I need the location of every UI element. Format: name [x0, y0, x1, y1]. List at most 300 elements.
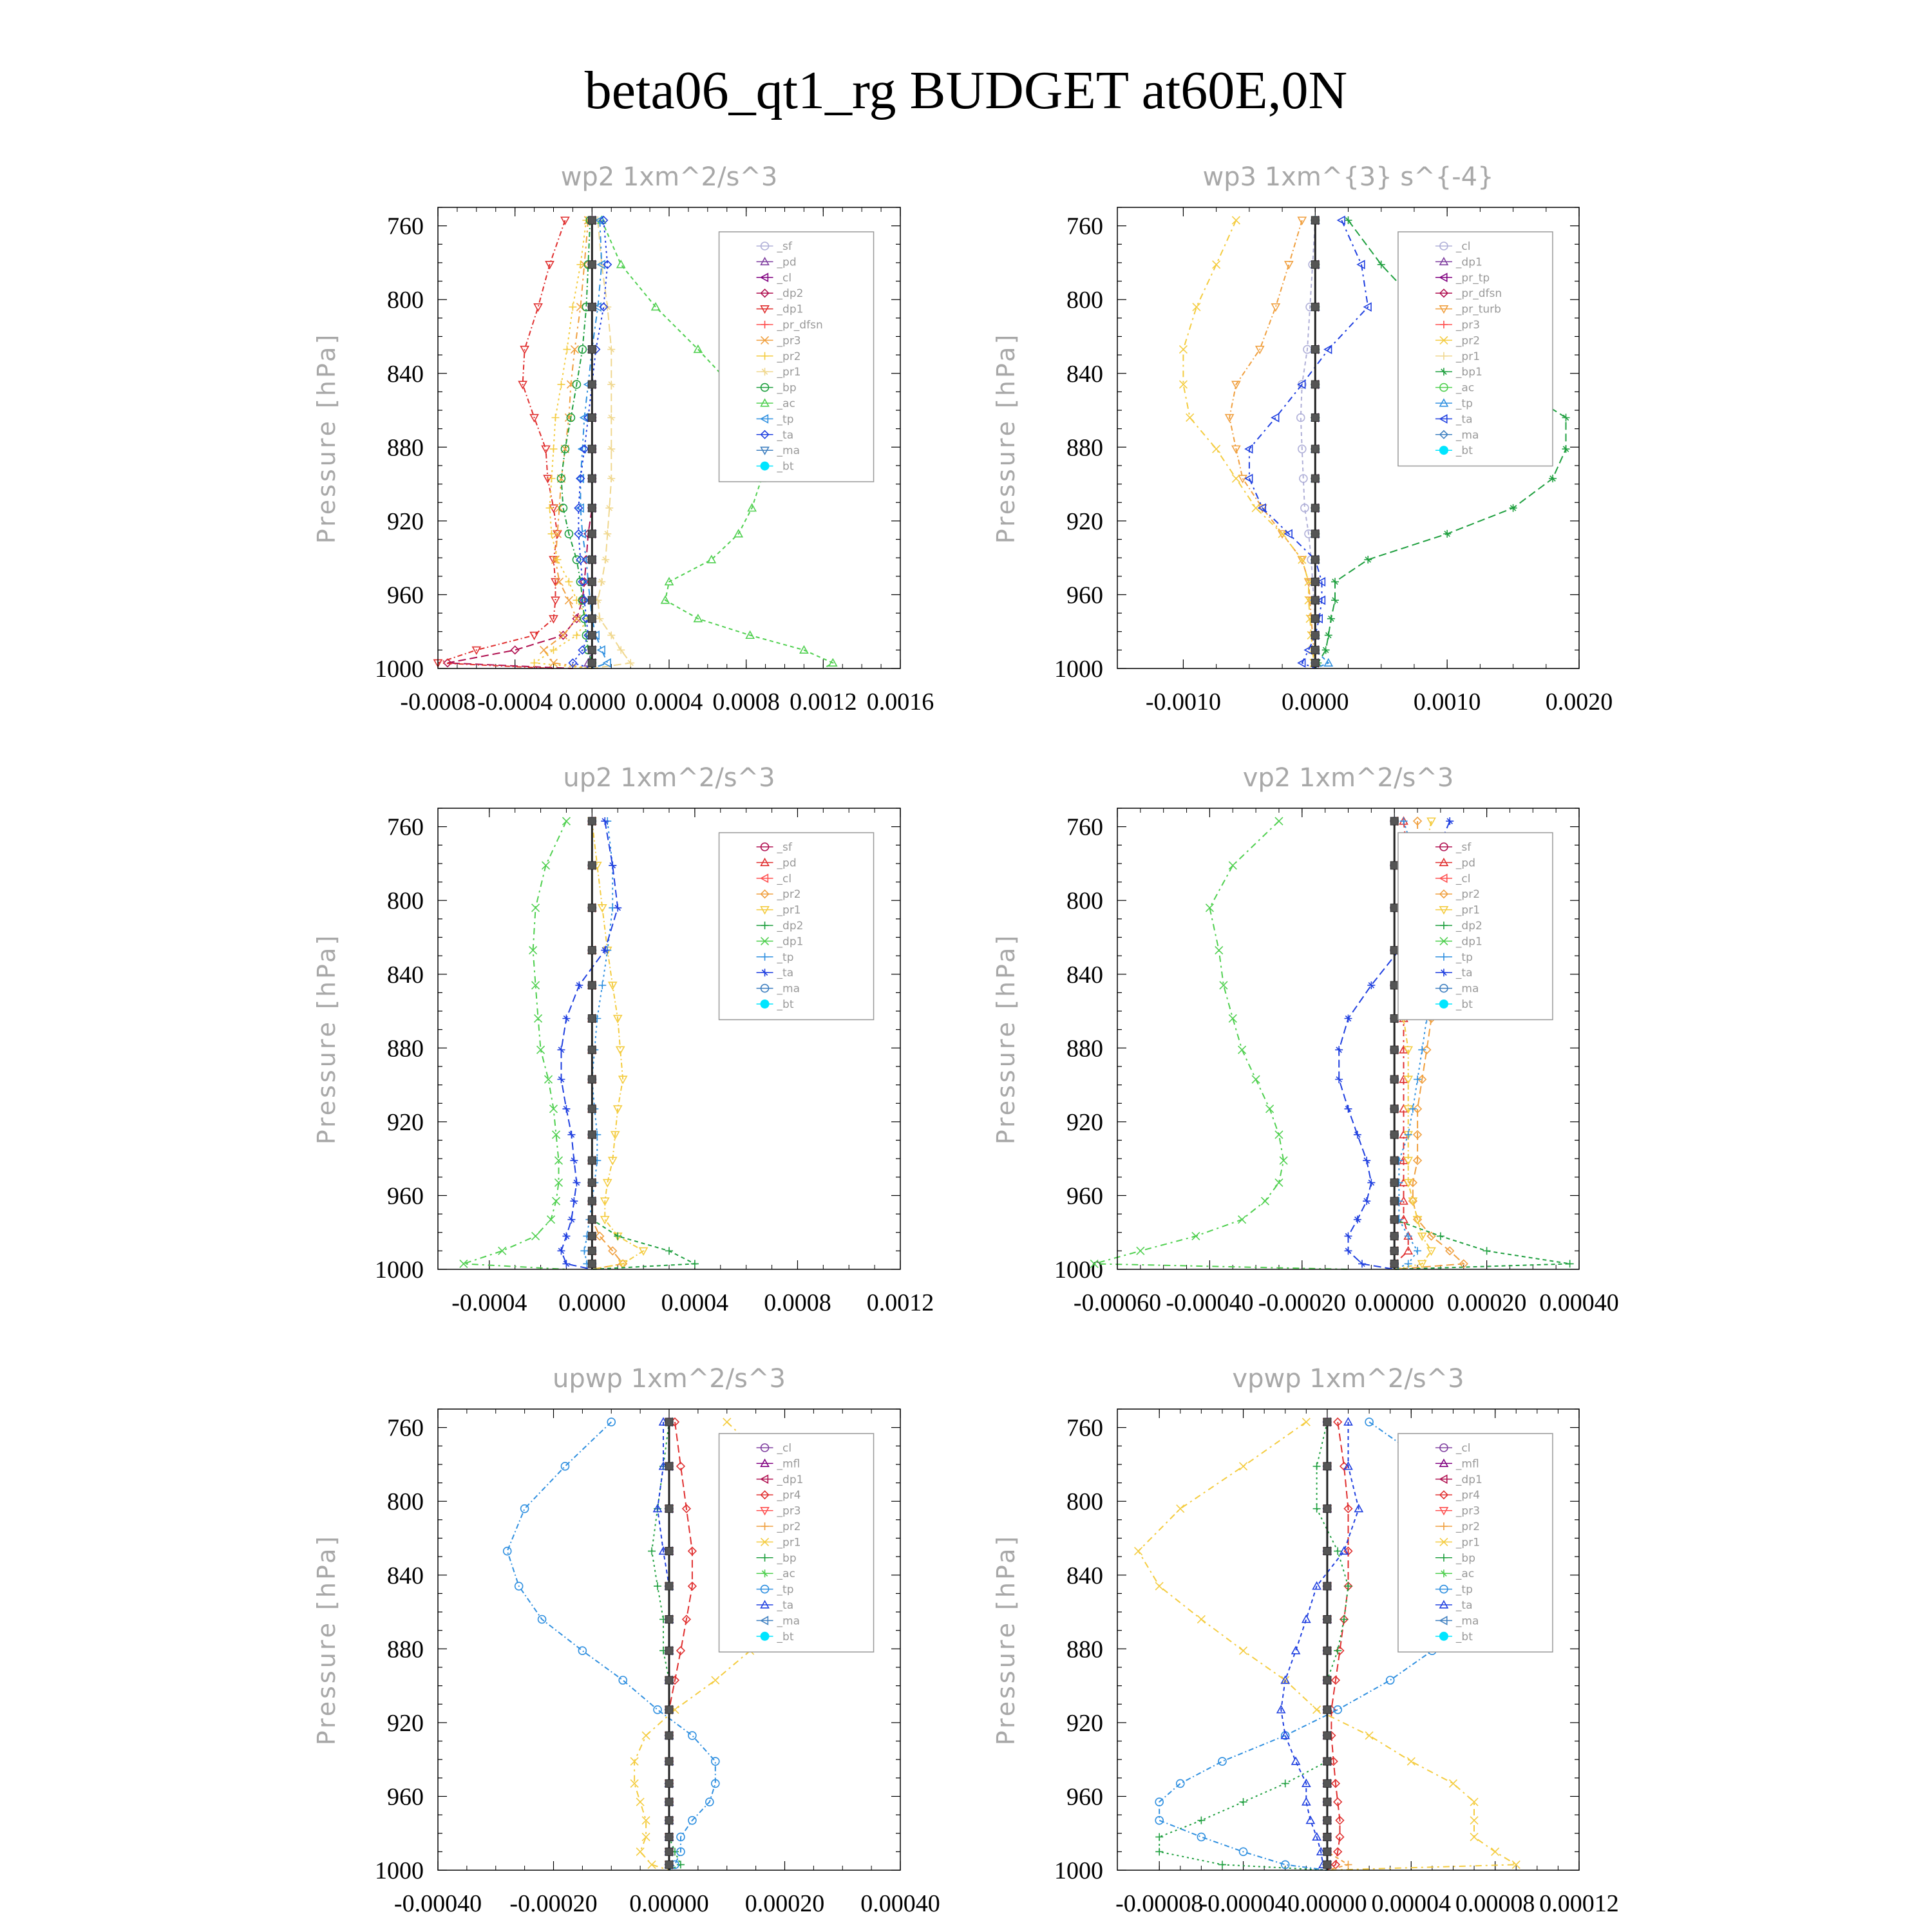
legend-label: _ac [1455, 1567, 1475, 1581]
data-point [1323, 1848, 1331, 1855]
data-point [573, 1179, 580, 1186]
data-point [1367, 1179, 1375, 1186]
panel-5 [312, 1364, 940, 1917]
data-point [1311, 346, 1319, 354]
data-point [688, 1732, 696, 1739]
legend-label: _pr2 [1455, 1520, 1481, 1533]
data-point [1338, 216, 1345, 224]
series-line-tp [507, 1422, 715, 1870]
data-point [1323, 1463, 1331, 1470]
data-point [588, 947, 596, 954]
data-point [575, 981, 583, 989]
data-point [532, 1232, 540, 1240]
y-tick-label: 760 [1066, 813, 1103, 841]
data-point [1238, 1216, 1246, 1224]
legend [1398, 833, 1553, 1019]
x-tick-label: -0.00020 [509, 1890, 598, 1917]
data-point [1390, 1075, 1398, 1083]
data-point [1470, 1817, 1478, 1824]
data-point [588, 596, 596, 604]
data-point [654, 1706, 661, 1714]
data-point [588, 475, 596, 482]
y-tick-label: 840 [387, 1562, 424, 1589]
y-tick-label: 1000 [1054, 1256, 1103, 1283]
series-line-dp1 [464, 821, 567, 1269]
data-point [588, 981, 596, 989]
data-point [1311, 445, 1319, 453]
legend-label: _ta [1455, 1599, 1473, 1612]
data-point [504, 1548, 511, 1555]
legend-label: _cl [1455, 872, 1471, 886]
data-point [588, 1216, 596, 1224]
data-point [570, 1157, 578, 1164]
legend-label: _ma [1455, 1615, 1479, 1628]
legend-label: _pr1 [777, 366, 801, 379]
data-point [1387, 1676, 1394, 1684]
data-point [588, 504, 596, 512]
data-point [1192, 1232, 1200, 1240]
data-point [665, 1757, 673, 1765]
data-point [557, 381, 565, 388]
legend-label: _pr3 [1455, 1504, 1481, 1518]
data-point [1313, 1463, 1321, 1470]
data-point [1446, 817, 1454, 825]
data-point [607, 631, 615, 639]
data-point [1323, 1798, 1331, 1806]
data-point [665, 1463, 673, 1470]
data-point [588, 862, 596, 869]
legend [1398, 1434, 1553, 1652]
x-tick-label: 0.00000 [1287, 1890, 1367, 1917]
data-point [1155, 1848, 1163, 1855]
data-point [665, 1505, 673, 1513]
data-point [588, 817, 596, 825]
y-tick-label: 760 [387, 1414, 424, 1442]
legend-label: _mfl [777, 1457, 800, 1471]
data-point [1562, 413, 1570, 421]
data-point [511, 646, 519, 654]
data-point [1414, 1075, 1421, 1083]
panel-title: upwp 1xm^2/s^3 [553, 1364, 786, 1394]
y-tick-label: 1000 [375, 1857, 424, 1884]
x-tick-label: 0.0000 [558, 688, 626, 715]
y-tick-label: 800 [387, 887, 424, 915]
y-tick-label: 880 [387, 434, 424, 462]
x-tick-label: 0.00000 [1354, 1289, 1434, 1316]
data-point [1272, 304, 1280, 311]
data-point [665, 1247, 673, 1255]
legend-label: _bp [1455, 1551, 1476, 1565]
legend-label: _pr_tp [1455, 271, 1490, 285]
legend-label: _pr4 [777, 1489, 801, 1502]
legend-label: _ma [777, 444, 800, 458]
data-point [1390, 1105, 1398, 1113]
data-point [588, 530, 596, 538]
series-line-pr2 [1183, 220, 1315, 668]
data-point [537, 1046, 545, 1054]
data-point [1323, 1757, 1331, 1765]
data-point [1218, 1861, 1226, 1868]
data-point [521, 1505, 529, 1513]
y-tick-label: 800 [387, 1488, 424, 1516]
y-tick-label: 960 [1066, 1783, 1103, 1811]
data-point [1407, 1757, 1415, 1765]
y-tick-label: 920 [387, 1108, 424, 1136]
legend-label: _pr4 [1455, 1489, 1481, 1502]
data-point [665, 1798, 673, 1806]
data-point [1365, 1732, 1373, 1739]
legend-marker [1439, 1632, 1448, 1641]
data-point [1562, 445, 1570, 453]
data-point [532, 904, 540, 912]
data-point [551, 597, 559, 604]
data-point [1390, 1179, 1398, 1186]
data-point [1311, 596, 1319, 604]
data-point [550, 445, 558, 453]
x-tick-label: 0.0020 [1545, 688, 1613, 715]
legend-label: _dp1 [1455, 256, 1482, 269]
data-point [588, 659, 596, 667]
data-point [1252, 1075, 1260, 1083]
data-point [1323, 1706, 1331, 1714]
data-point [1218, 1757, 1226, 1765]
data-point [1345, 1861, 1352, 1868]
data-point [588, 1131, 596, 1139]
data-point [1311, 615, 1319, 623]
legend-label: _cl [1455, 240, 1471, 253]
legend-label: _dp1 [1455, 935, 1482, 949]
data-point [1390, 1247, 1398, 1255]
legend-label: _pr_turb [1455, 303, 1501, 316]
data-point [588, 1157, 596, 1164]
series-line-pr1 [592, 821, 643, 1269]
data-point [598, 981, 606, 989]
data-point [665, 1706, 673, 1714]
x-tick-label: -0.0008 [400, 688, 476, 715]
data-point [607, 475, 615, 482]
data-point [573, 615, 580, 623]
data-point [1240, 1463, 1247, 1470]
data-point [648, 1548, 656, 1555]
data-point [1323, 1861, 1331, 1868]
data-point [619, 1676, 627, 1684]
data-point [1229, 862, 1236, 869]
legend-label: _mfl [1455, 1457, 1479, 1471]
legend-label: _dp2 [1455, 920, 1482, 933]
y-tick-label: 920 [1066, 1108, 1103, 1136]
data-point [665, 1548, 673, 1555]
data-point [1390, 947, 1398, 954]
y-tick-label: 960 [1066, 1182, 1103, 1210]
data-point [563, 346, 571, 354]
data-point [1331, 578, 1339, 585]
y-tick-label: 1000 [1054, 1857, 1103, 1884]
x-tick-label: 0.00008 [1455, 1890, 1535, 1917]
data-point [588, 631, 596, 639]
data-point [603, 530, 611, 538]
data-point [1390, 904, 1398, 912]
data-point [1282, 1779, 1289, 1787]
legend-label: _dp1 [777, 935, 804, 949]
panel-3 [312, 763, 934, 1316]
data-point [654, 1582, 661, 1590]
data-point [1358, 1260, 1366, 1267]
data-point [603, 659, 611, 667]
legend-label: _tp [777, 413, 794, 426]
data-point [567, 1216, 575, 1224]
data-point [573, 631, 580, 639]
y-axis-label: Pressure [hPa] [992, 933, 1020, 1145]
panel-1 [312, 162, 934, 715]
data-point [551, 413, 559, 421]
data-point [1354, 1131, 1361, 1139]
data-point [723, 1418, 731, 1426]
y-tick-label: 760 [1066, 213, 1103, 240]
data-point [588, 1247, 596, 1255]
data-point [1345, 1247, 1352, 1255]
data-point [1177, 1505, 1184, 1513]
data-point [607, 413, 615, 421]
data-point [562, 1105, 570, 1113]
data-point [561, 1463, 569, 1470]
legend-label: _pd [777, 857, 797, 870]
y-tick-label: 960 [1066, 582, 1103, 609]
legend-label: _pr1 [1455, 1536, 1481, 1549]
legend-label: _ma [1455, 428, 1479, 442]
data-point [1302, 1615, 1310, 1622]
x-tick-label: 0.0008 [712, 688, 780, 715]
legend-label: _pr_dfsn [1455, 287, 1502, 301]
data-point [588, 1075, 596, 1083]
legend-label: _pr1 [1455, 904, 1481, 917]
data-point [665, 1615, 673, 1623]
legend-label: _pr1 [1455, 350, 1481, 363]
series-line-dp1 [438, 220, 565, 668]
data-point [1363, 1197, 1370, 1205]
x-tick-label: 0.0000 [558, 1289, 626, 1316]
y-tick-label: 960 [387, 1783, 424, 1811]
panel-6 [992, 1364, 1619, 1917]
data-point [552, 1197, 560, 1205]
legend-label: _dp1 [777, 1473, 804, 1486]
panel-title: vp2 1xm^2/s^3 [1242, 763, 1454, 793]
y-tick-label: 920 [1066, 507, 1103, 535]
data-point [1261, 1197, 1269, 1205]
panels [312, 162, 1619, 1917]
legend-label: _pd [777, 256, 797, 269]
x-tick-label: 0.00004 [1371, 1890, 1452, 1917]
legend-label: _bt [777, 998, 794, 1011]
data-point [1390, 1216, 1398, 1224]
y-tick-label: 880 [1066, 434, 1103, 462]
data-point [1323, 1732, 1331, 1739]
x-tick-label: -0.00004 [1199, 1890, 1287, 1917]
data-point [636, 1798, 644, 1806]
y-tick-label: 920 [387, 1709, 424, 1737]
data-point [1390, 817, 1398, 825]
legend-label: _ta [777, 1599, 794, 1612]
data-point [588, 413, 596, 421]
y-tick-label: 960 [387, 582, 424, 609]
data-point [567, 1131, 575, 1139]
legend-label: _bt [1455, 444, 1473, 458]
data-point [569, 303, 576, 311]
y-tick-label: 800 [1066, 887, 1103, 915]
data-point [562, 1260, 570, 1267]
data-point [588, 1197, 596, 1205]
data-point [1390, 981, 1398, 989]
data-point [559, 631, 567, 639]
series-line-bp [1159, 1422, 1348, 1870]
data-point [1311, 530, 1319, 538]
data-point [1323, 1833, 1331, 1841]
y-tick-label: 840 [1066, 360, 1103, 388]
legend-label: _dp1 [1455, 1473, 1482, 1486]
data-point [1390, 1232, 1398, 1240]
data-point [691, 1260, 699, 1267]
data-point [617, 646, 625, 654]
data-point [1186, 413, 1194, 421]
data-point [1229, 1014, 1236, 1022]
legend-label: _pr2 [1455, 334, 1481, 348]
legend-label: _ac [777, 397, 795, 410]
legend-label: _pr3 [1455, 319, 1481, 332]
legend-label: _pr2 [1455, 888, 1481, 902]
data-point [1390, 1157, 1398, 1164]
y-tick-label: 920 [1066, 1709, 1103, 1737]
y-tick-label: 840 [1066, 961, 1103, 989]
data-point [580, 1247, 588, 1255]
data-point [1302, 1418, 1310, 1426]
x-tick-label: 0.0004 [661, 1289, 729, 1316]
data-point [1292, 1647, 1300, 1654]
y-axis-label: Pressure [hPa] [312, 1533, 341, 1746]
x-tick-label: -0.00008 [1115, 1890, 1204, 1917]
data-point [601, 556, 609, 564]
data-point [498, 1247, 506, 1255]
data-point [578, 1647, 586, 1654]
data-point [642, 1833, 650, 1841]
data-point [1177, 1779, 1184, 1787]
y-tick-label: 880 [1066, 1636, 1103, 1663]
legend-marker [761, 462, 770, 471]
legend [719, 833, 874, 1019]
data-point [1483, 1247, 1491, 1255]
legend-label: _bp [777, 381, 797, 395]
y-tick-label: 880 [1066, 1035, 1103, 1063]
legend-label: _sf [777, 240, 792, 253]
data-point [1354, 1216, 1361, 1224]
data-point [562, 817, 570, 825]
legend-label: _tp [1455, 951, 1473, 964]
legend-label: _cl [777, 1442, 792, 1455]
x-tick-label: 0.00020 [744, 1890, 825, 1917]
data-point [1213, 261, 1220, 269]
data-point [609, 862, 616, 869]
legend-label: _pr2 [777, 350, 801, 363]
legend [719, 1434, 874, 1652]
x-tick-label: -0.00040 [1166, 1289, 1254, 1316]
data-point [1390, 1197, 1398, 1205]
data-point [665, 1647, 673, 1654]
x-tick-label: 0.0010 [1413, 688, 1481, 715]
data-point [588, 445, 596, 453]
y-axis-label: Pressure [hPa] [992, 332, 1020, 544]
y-axis-label: Pressure [hPa] [312, 332, 341, 544]
series-line-pr2 [592, 821, 623, 1269]
data-point [1155, 1582, 1163, 1590]
data-point [1238, 1046, 1246, 1054]
data-point [1323, 1505, 1331, 1513]
data-point [665, 1582, 673, 1590]
data-point [1323, 1647, 1331, 1654]
data-point [1340, 1615, 1348, 1623]
data-point [1323, 1817, 1331, 1824]
legend-marker [761, 999, 770, 1009]
data-point [1155, 1833, 1163, 1841]
data-point [1470, 1833, 1478, 1841]
data-point [1213, 445, 1220, 453]
data-point [1266, 1105, 1274, 1113]
legend-label: _ma [777, 982, 800, 996]
legend-label: _bp1 [1455, 366, 1482, 379]
legend-label: _ac [777, 1567, 795, 1581]
y-tick-label: 800 [1066, 287, 1103, 314]
data-point [557, 1075, 565, 1083]
data-point [588, 1046, 596, 1054]
data-point [648, 1861, 656, 1868]
legend-marker [761, 1632, 770, 1641]
legend-label: _ta [1455, 413, 1473, 426]
legend-label: _dp1 [777, 303, 804, 316]
y-axis-label: Pressure [hPa] [312, 933, 341, 1145]
x-tick-label: 0.00040 [1539, 1289, 1619, 1316]
data-point [588, 216, 596, 224]
panel-4 [992, 763, 1619, 1316]
data-point [588, 646, 596, 654]
legend-label: _tp [1455, 397, 1473, 410]
data-point [1292, 1757, 1300, 1765]
data-point [627, 659, 634, 667]
data-point [588, 556, 596, 564]
panel-title: up2 1xm^2/s^3 [563, 763, 775, 793]
legend-label: _bt [1455, 1630, 1473, 1643]
legend [1398, 232, 1553, 466]
data-point [1311, 659, 1319, 667]
legend-label: _ta [1455, 967, 1473, 980]
data-point [1311, 475, 1319, 482]
y-tick-label: 920 [387, 507, 424, 535]
data-point [607, 445, 615, 453]
legend-label: _cl [1455, 1442, 1471, 1455]
data-point [588, 1260, 596, 1267]
legend-label: _bt [777, 1630, 794, 1643]
data-point [665, 1848, 673, 1855]
legend-label: _tp [1455, 1583, 1473, 1596]
data-point [1345, 1582, 1352, 1590]
data-point [1232, 475, 1240, 482]
legend-label: _pr1 [777, 904, 801, 917]
x-tick-label: 0.0008 [764, 1289, 831, 1316]
legend-label: _cl [777, 271, 792, 285]
legend-label: _sf [777, 841, 792, 854]
data-point [1443, 530, 1451, 538]
data-point [562, 1014, 570, 1022]
data-point [550, 646, 558, 654]
panel-title: wp2 1xm^2/s^3 [560, 162, 778, 192]
data-point [1311, 504, 1319, 512]
y-tick-label: 880 [387, 1636, 424, 1663]
